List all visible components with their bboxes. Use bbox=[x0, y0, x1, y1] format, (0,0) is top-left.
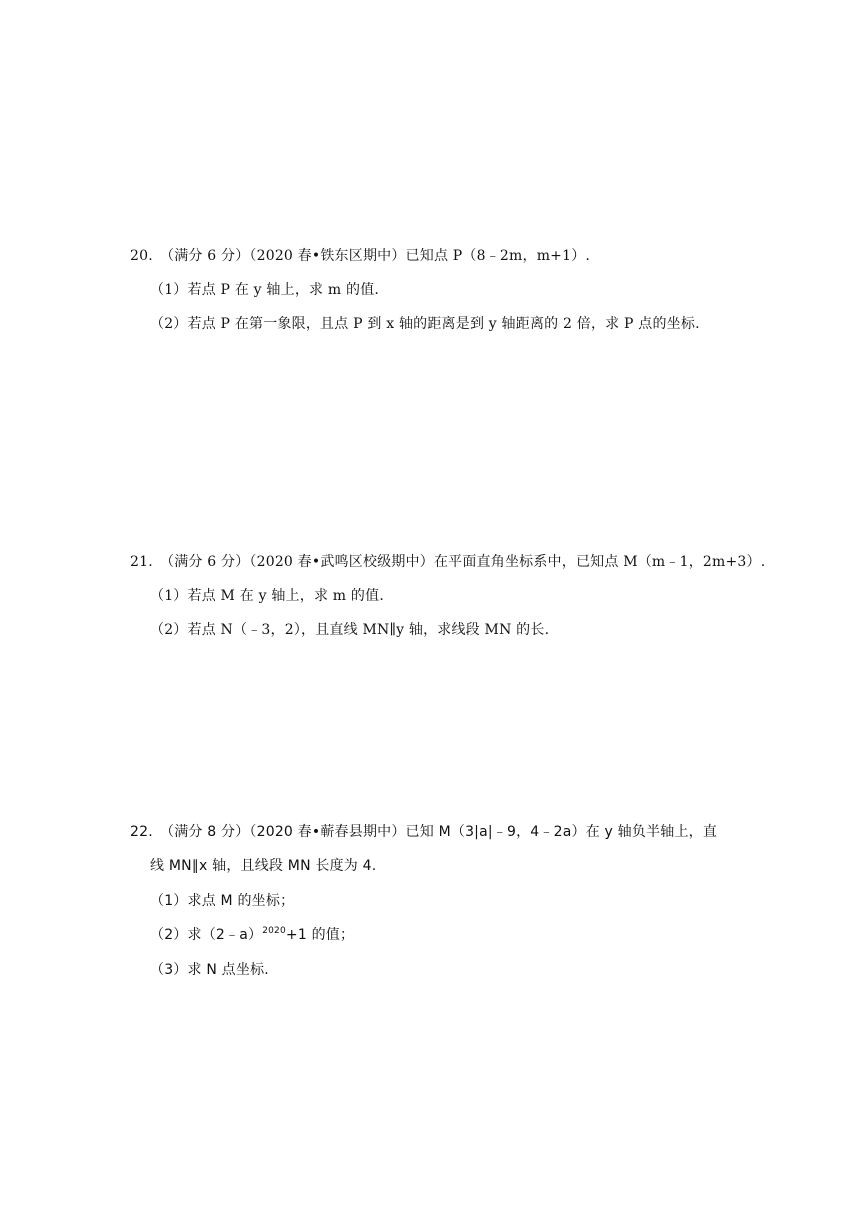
question-text: （满分 6 分）（2020 春•武鸣区校级期中）在平面直角坐标系中，已知点 M（m﹣1，2m+3）. bbox=[160, 554, 766, 570]
question-21-part-2: （2）若点 N（﹣3，2），且直线 MN∥y 轴，求线段 MN 的长. bbox=[150, 622, 550, 638]
question-22-part-3: （3）求 N 点坐标. bbox=[150, 962, 269, 978]
question-22-part-2 bbox=[150, 925, 354, 945]
part-2-tail: +1 的值； bbox=[285, 927, 355, 943]
question-20-part-2: （2）若点 P 在第一象限，且点 P 到 x 轴的距离是到 y 轴距离的 2 倍，求 P 点的坐标. bbox=[150, 316, 700, 332]
exponent: 2020 bbox=[262, 926, 286, 936]
question-number: 21. bbox=[130, 554, 153, 570]
question-20-stem bbox=[130, 246, 590, 266]
part-2-base: （2）求（2﹣a） bbox=[150, 927, 263, 943]
question-text: （满分 6 分）（2020 春•铁东区期中）已知点 P（8﹣2m，m+1）. bbox=[160, 248, 591, 264]
question-number: 20. bbox=[130, 248, 153, 264]
question-22-stem-continued: 线 MN∥x 轴，且线段 MN 长度为 4. bbox=[150, 858, 377, 874]
question-21-stem bbox=[130, 552, 765, 572]
question-22-stem bbox=[130, 822, 717, 842]
question-22-part-1: （1）求点 M 的坐标； bbox=[150, 893, 295, 909]
question-number: 22. bbox=[130, 824, 153, 840]
question-text: （满分 8 分）（2020 春•蕲春县期中）已知 M（3|a|﹣9，4﹣2a）在 y 轴负半轴上，直 bbox=[160, 824, 718, 840]
question-20-part-1: （1）若点 P 在 y 轴上，求 m 的值. bbox=[150, 282, 380, 298]
question-21-part-1: （1）若点 M 在 y 轴上，求 m 的值. bbox=[150, 588, 384, 604]
